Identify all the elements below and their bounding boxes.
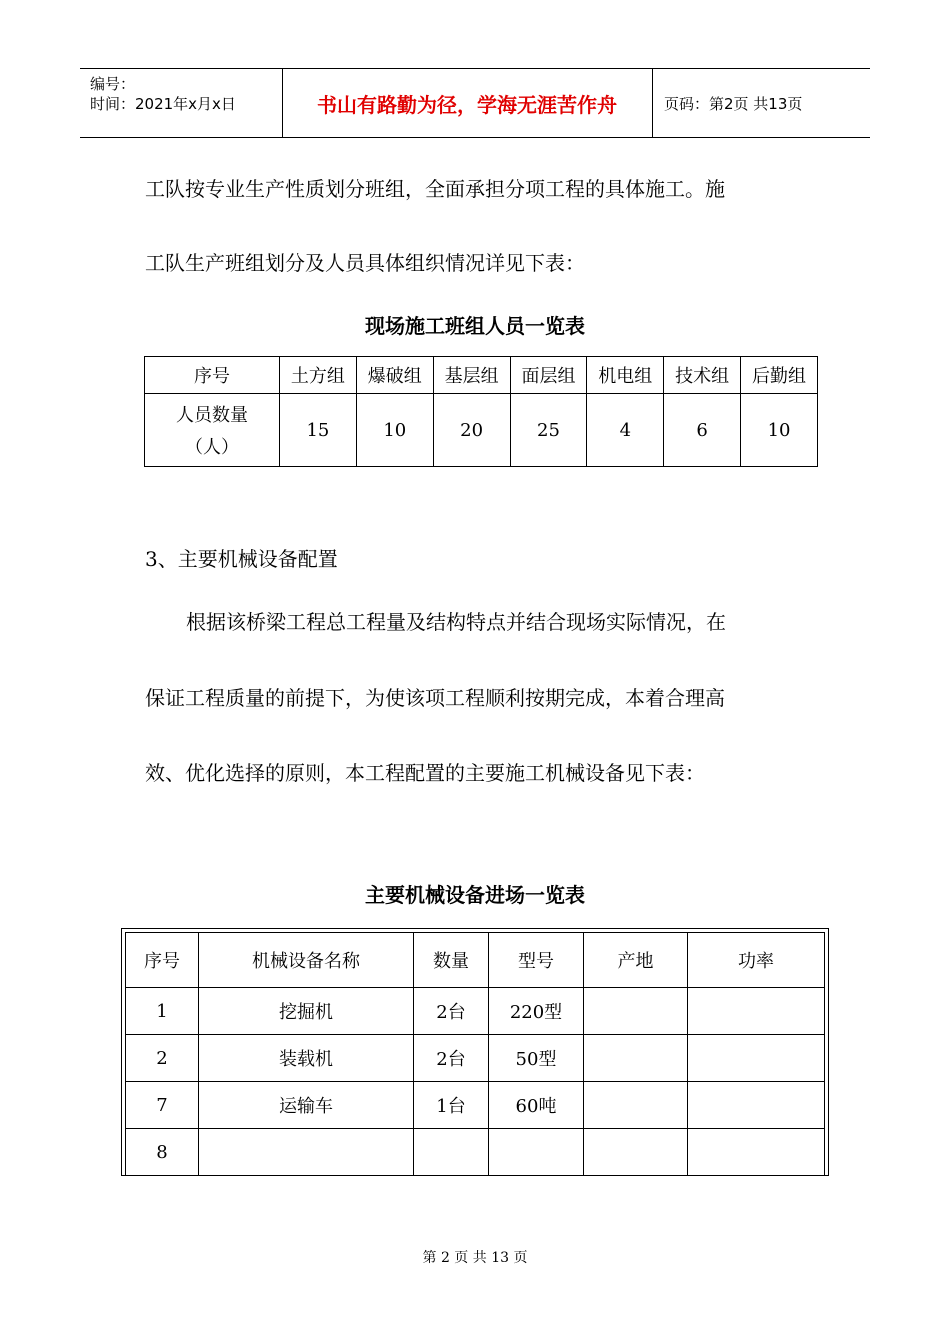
section-heading: 3、主要机械设备配置	[145, 547, 338, 571]
table-cell: 2台	[414, 1035, 489, 1082]
table-cell	[688, 988, 825, 1035]
table-cell: 60吨	[489, 1082, 584, 1129]
table-cell	[688, 1082, 825, 1129]
table-header-cell: 后勤组	[741, 357, 818, 394]
table-cell: 15	[280, 394, 357, 467]
row-label-line2: （人）	[185, 437, 239, 458]
table-cell: 1台	[414, 1082, 489, 1129]
table-cell: 装载机	[199, 1035, 414, 1082]
table-cell: 50型	[489, 1035, 584, 1082]
table-row	[126, 1082, 825, 1129]
paragraph-line: 工队生产班组划分及人员具体组织情况详见下表：	[145, 251, 585, 275]
paragraph-line: 根据该桥梁工程总工程量及结构特点并结合现场实际情况，在	[186, 610, 726, 634]
header-page-info: 页码：第2页 共13页	[664, 94, 803, 113]
table-header-cell: 产地	[584, 933, 688, 988]
table-cell: 运输车	[199, 1082, 414, 1129]
table-cell	[688, 1035, 825, 1082]
table-cell: 25	[510, 394, 587, 467]
table-row	[126, 1129, 825, 1176]
table-header-cell: 机械设备名称	[199, 933, 414, 988]
table-cell: 7	[126, 1082, 199, 1129]
table-cell: 20	[433, 394, 510, 467]
table-cell: 10	[356, 394, 433, 467]
table2-title: 主要机械设备进场一览表	[365, 883, 585, 907]
table-row	[145, 394, 818, 467]
table-cell: 挖掘机	[199, 988, 414, 1035]
table-cell	[414, 1129, 489, 1176]
table-header-row	[126, 933, 825, 988]
equipment-table-frame	[121, 928, 829, 1176]
table-header-cell: 序号	[126, 933, 199, 988]
paragraph-line: 保证工程质量的前提下，为使该项工程顺利按期完成，本着合理高	[145, 686, 725, 710]
table-row	[126, 1035, 825, 1082]
table-cell: 2台	[414, 988, 489, 1035]
header-meta-cell	[80, 69, 283, 137]
table-cell: 8	[126, 1129, 199, 1176]
page-header	[80, 68, 870, 138]
table-cell: 220型	[489, 988, 584, 1035]
table-cell	[199, 1129, 414, 1176]
table-header-cell: 功率	[688, 933, 825, 988]
paragraph-line: 工队按专业生产性质划分班组，全面承担分项工程的具体施工。施	[145, 177, 725, 201]
table-cell	[584, 988, 688, 1035]
crew-staff-table	[144, 356, 818, 467]
table-cell	[584, 1082, 688, 1129]
table-header-cell: 机电组	[587, 357, 664, 394]
table-header-cell: 数量	[414, 933, 489, 988]
header-number-label: 编号：	[90, 75, 136, 93]
table-header-cell: 面层组	[510, 357, 587, 394]
table-header-row	[145, 357, 818, 394]
row-label-line1: 人员数量	[176, 405, 248, 426]
header-time-label: 时间：2021年x月x日	[90, 95, 236, 113]
table-header-cell: 型号	[489, 933, 584, 988]
header-motto: 书山有路勤为径，学海无涯苦作舟	[282, 69, 653, 137]
table-cell	[584, 1035, 688, 1082]
table-cell: 4	[587, 394, 664, 467]
table-cell: 2	[126, 1035, 199, 1082]
table-row	[126, 988, 825, 1035]
page-footer: 第 2 页 共 13 页	[422, 1250, 528, 1266]
table-header-cell: 技术组	[664, 357, 741, 394]
table-cell: 10	[741, 394, 818, 467]
table-header-cell: 爆破组	[356, 357, 433, 394]
row-label-cell	[145, 394, 280, 467]
table-cell	[584, 1129, 688, 1176]
equipment-table	[125, 932, 825, 1176]
table1-title: 现场施工班组人员一览表	[365, 314, 585, 338]
table-header-cell: 序号	[145, 357, 280, 394]
table-header-cell: 基层组	[433, 357, 510, 394]
table-cell	[489, 1129, 584, 1176]
paragraph-line: 效、优化选择的原则，本工程配置的主要施工机械设备见下表：	[145, 761, 705, 785]
table-header-cell: 土方组	[280, 357, 357, 394]
table-cell: 6	[664, 394, 741, 467]
table-cell: 1	[126, 988, 199, 1035]
table-cell	[688, 1129, 825, 1176]
